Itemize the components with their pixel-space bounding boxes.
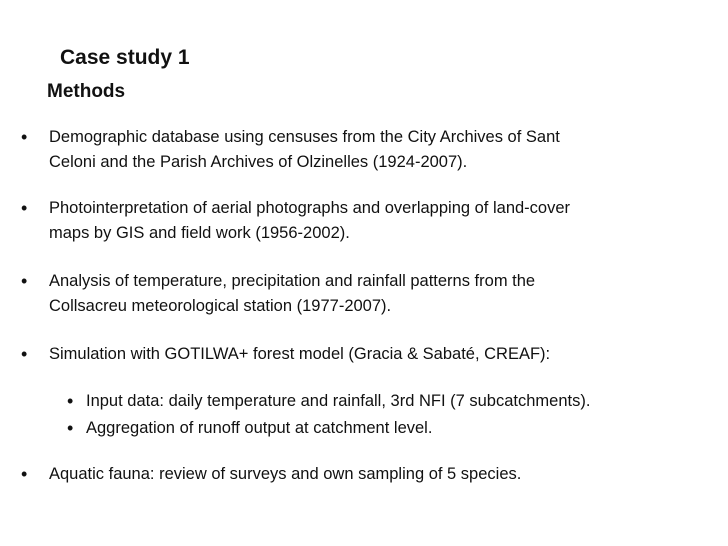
bullet-text	[49, 125, 719, 175]
bullet-line: Celoni and the Parish Archives of Olzinelles (1924-2007).	[49, 153, 468, 171]
bullet-line: Photointerpretation of aerial photographs and overlapping of land-cover	[49, 199, 571, 217]
bullet-line: maps by GIS and field work (1956-2002).	[49, 224, 350, 242]
slide-title: Case study 1	[60, 46, 190, 69]
sub-bullet-text: Aggregation of runoff output at catchment level.	[86, 419, 433, 437]
bullet-line: Simulation with GOTILWA+ forest model (Gracia & Sabaté, CREAF):	[49, 345, 551, 363]
sub-bullet-marker: •	[67, 391, 74, 411]
bullet-marker: •	[21, 344, 28, 364]
bullet-text	[49, 269, 719, 319]
slide-subtitle: Methods	[47, 81, 126, 102]
bullet-marker: •	[21, 198, 28, 218]
bullet-line: Demographic database using censuses from the City Archives of Sant	[49, 128, 560, 146]
bullet-text	[49, 462, 719, 487]
bullet-marker: •	[21, 127, 28, 147]
bullet-marker: •	[21, 464, 28, 484]
bullet-line: Collsacreu meteorological station (1977-2007).	[49, 297, 392, 315]
bullet-line: Aquatic fauna: review of surveys and own sampling of 5 species.	[49, 465, 522, 483]
bullet-marker: •	[21, 271, 28, 291]
sub-bullet-marker: •	[67, 418, 74, 438]
bullet-text	[49, 342, 719, 367]
sub-bullet-text: Input data: daily temperature and rainfall, 3rd NFI (7 subcatchments).	[86, 392, 591, 410]
bullet-line: Analysis of temperature, precipitation and rainfall patterns from the	[49, 272, 536, 290]
bullet-text	[49, 196, 719, 246]
